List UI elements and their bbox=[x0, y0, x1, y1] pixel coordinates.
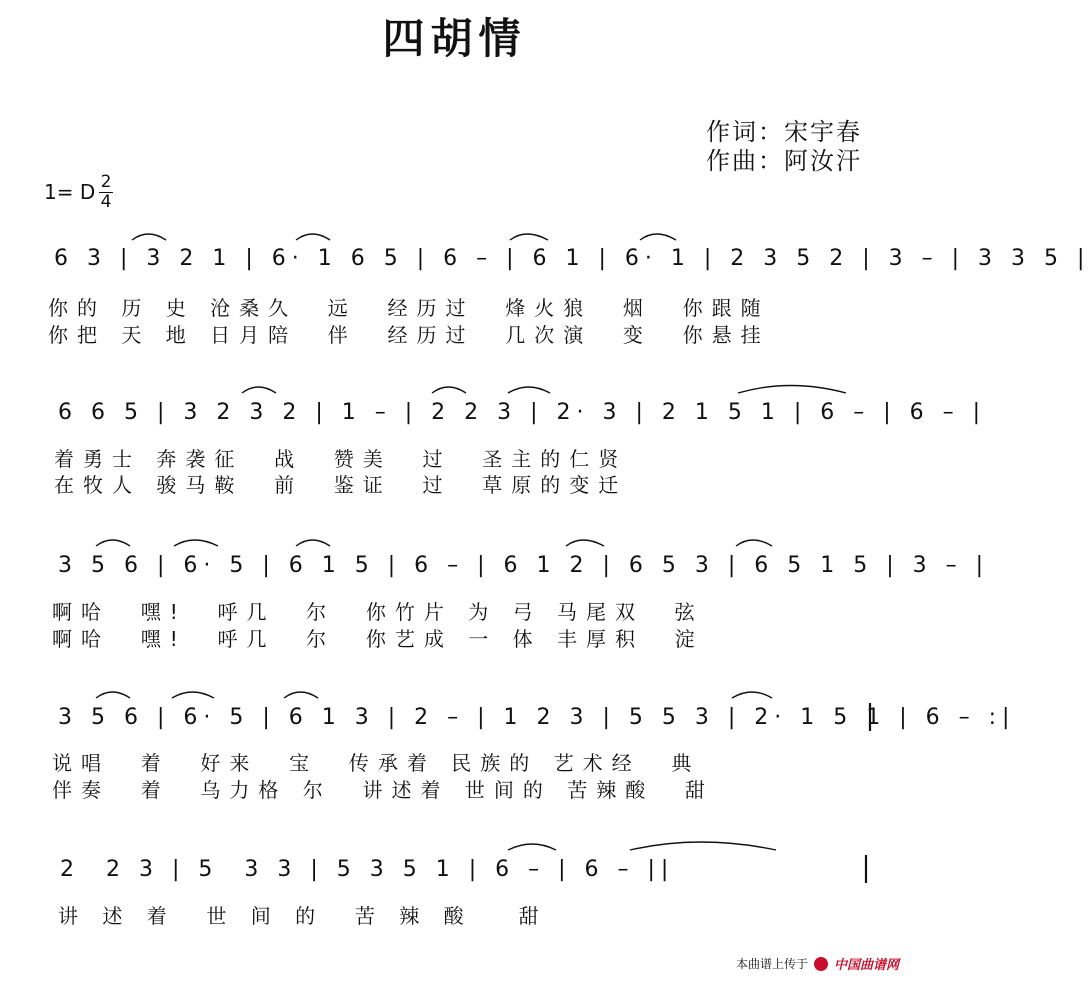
notation-line-4: 3 5 6 | 6· 5 | 6 1 3 | 2 – | 1 2 3 | 5 5 3 | 2· 1 5 1 | 6 – :| bbox=[58, 705, 1016, 730]
notation-line-2: 6 6 5 | 3 2 3 2 | 1 – | 2 2 3 | 2· 3 | 2 1 5 1 | 6 – | 6 – | bbox=[58, 400, 987, 425]
lyric-line-3b: 啊哈 嘿! 呼几 尔 你艺成 一 体 丰厚积 淀 bbox=[52, 627, 704, 651]
time-signature-top: 2 bbox=[100, 172, 112, 192]
footer-site-name: 中国曲谱网 bbox=[833, 958, 899, 973]
time-signature-bottom: 4 bbox=[100, 192, 112, 212]
lyric-line-1a: 你的 历 史 沧桑久 远 经历过 烽火狼 烟 你跟随 bbox=[48, 296, 770, 320]
page-title: 四胡情 bbox=[382, 14, 527, 63]
lyric-line-4a: 说唱 着 好来 宝 传承着 民族的 艺术经 典 bbox=[52, 751, 701, 775]
composer-credit: 作曲：阿汝汗 bbox=[706, 147, 862, 175]
notation-line-5: 2 2 3 | 5 3 3 | 5 3 5 1 | 6 – | 6 – || bbox=[60, 857, 675, 882]
lyric-line-2b: 在牧人 骏马鞍 前 鉴证 过 草原的变迁 bbox=[54, 473, 628, 497]
notation-line-1: 6 3 | 3 2 1 | 6· 1 6 5 | 6 – | 6 1 | 6· 1 | 2 3 5 2 | 3 – | 3 3 5 | bbox=[54, 246, 1090, 271]
lyric-line-2a: 着勇士 奔袭征 战 赞美 过 圣主的仁贤 bbox=[54, 447, 628, 471]
key-signature: 1= D bbox=[44, 180, 96, 204]
lyricist-credit: 作词：宋宇春 bbox=[706, 118, 862, 146]
time-signature bbox=[98, 174, 114, 211]
site-logo-icon bbox=[814, 957, 828, 971]
footer-text: 本曲谱上传于 bbox=[735, 957, 808, 971]
lyric-line-1b: 你把 天 地 日月陪 伴 经历过 几次演 变 你悬挂 bbox=[48, 323, 770, 347]
lyric-line-4b: 伴奏 着 乌力格 尔 讲述着 世间的 苦辣酸 甜 bbox=[52, 778, 714, 802]
notation-line-3: 3 5 6 | 6· 5 | 6 1 5 | 6 – | 6 1 2 | 6 5 3 | 6 5 1 5 | 3 – | bbox=[58, 553, 990, 578]
lyric-line-5a: 讲 述 着 世 间 的 苦 辣 酸 甜 bbox=[58, 904, 548, 928]
lyric-line-3a: 啊哈 嘿! 呼几 尔 你竹片 为 弓 马尾双 弦 bbox=[52, 600, 704, 624]
footer-credit bbox=[736, 954, 899, 973]
